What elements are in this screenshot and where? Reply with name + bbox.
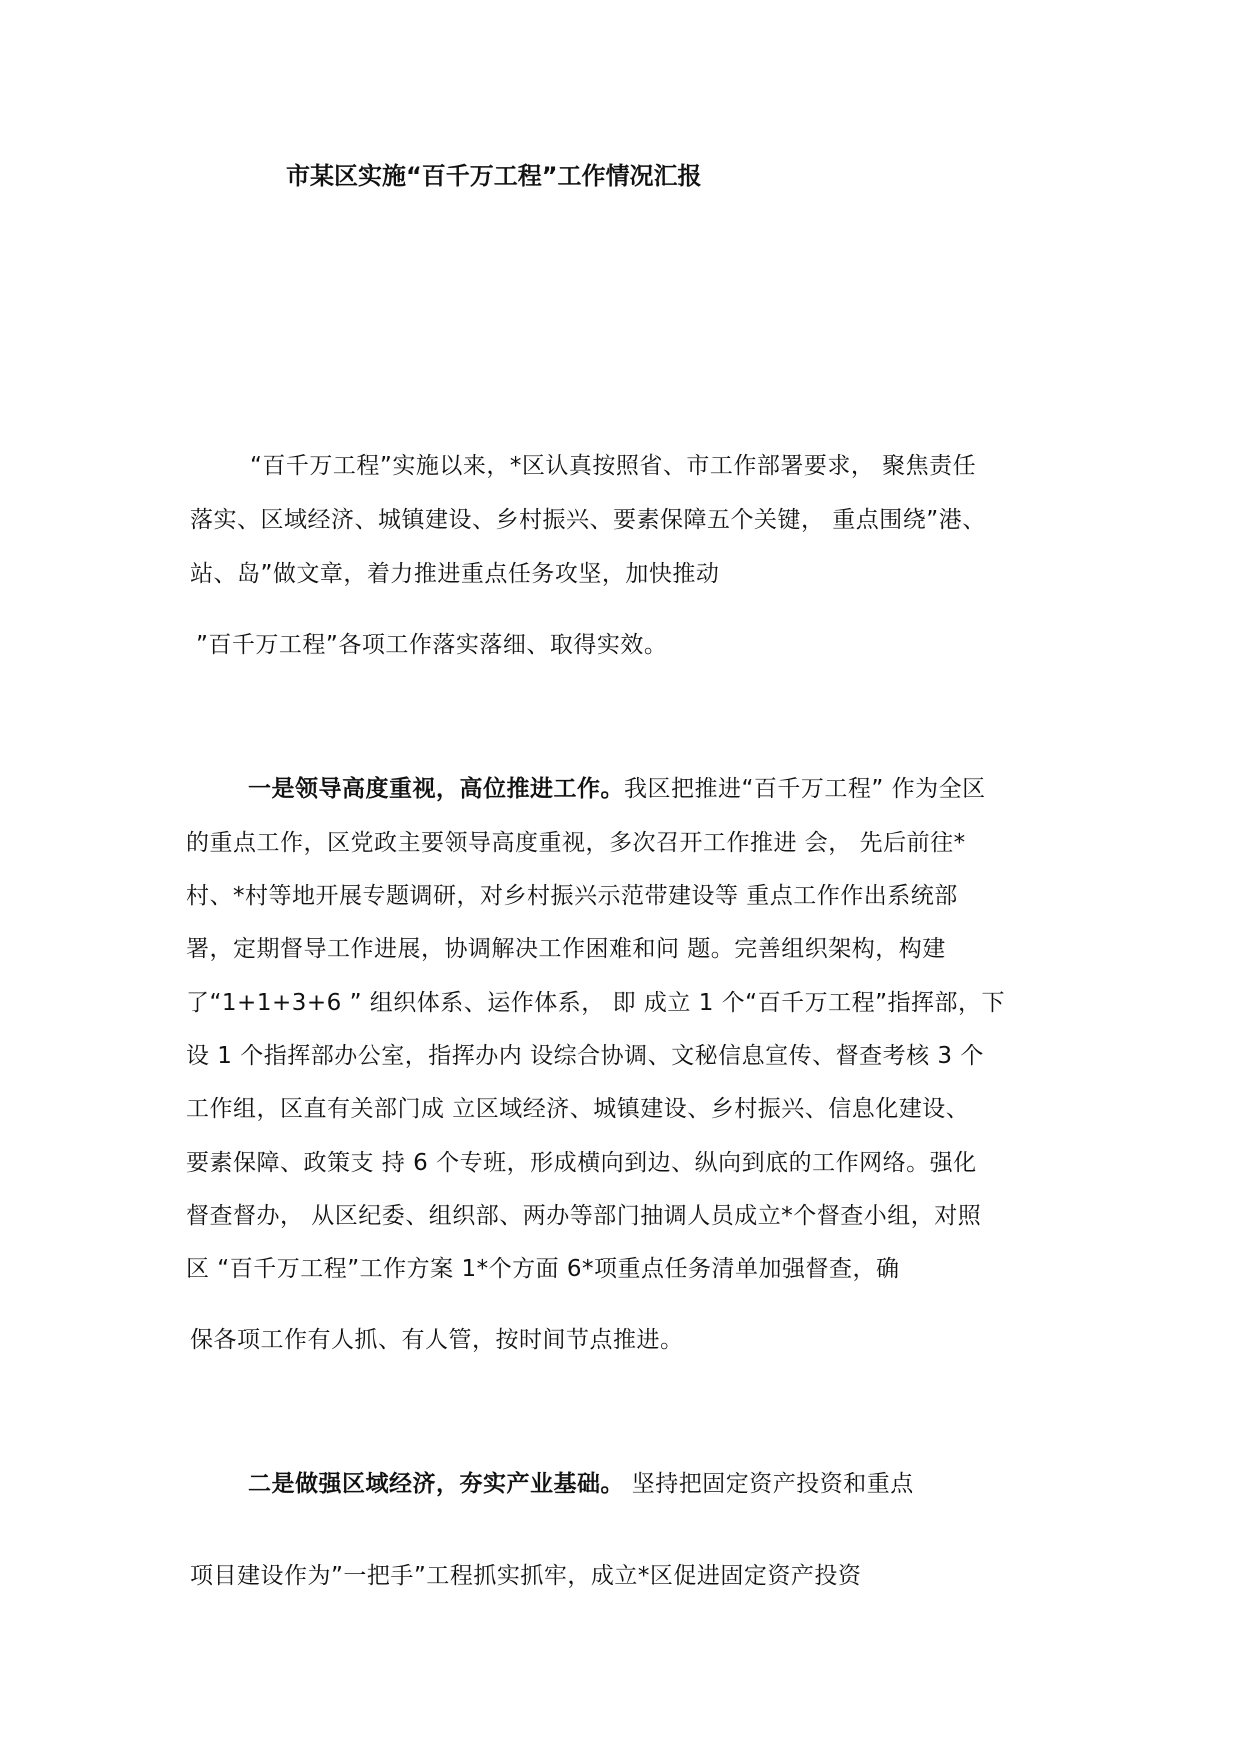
section1-line: 村、*村等地开展专题调研，对乡村振兴示范带建设等 重点工作作出系统部 bbox=[186, 883, 958, 909]
section1-line: 区 “百千万工程”工作方案 1*个方面 6*项重点任务清单加强督查，确 bbox=[186, 1256, 900, 1282]
section1-line: 督查督办， 从区纪委、组织部、两办等部门抽调人员成立*个督查小组，对照 bbox=[186, 1203, 982, 1229]
section1-line: 署，定期督导工作进展，协调解决工作困难和问 题。完善组织架构，构建 bbox=[186, 936, 946, 962]
section1-first-line bbox=[248, 774, 986, 804]
section2-first-line-text: 坚持把固定资产投资和重点 bbox=[624, 1471, 914, 1497]
section1-line: 设 1 个指挥部办公室，指挥办内 设综合协调、文秘信息宣传、督查考核 3 个 bbox=[186, 1043, 984, 1069]
section1-line: 保各项工作有人抓、有人管，按时间节点推进。 bbox=[190, 1327, 684, 1353]
intro-line-2: 落实、区域经济、城镇建设、乡村振兴、要素保障五个关键， 重点围绕”港、 bbox=[190, 507, 986, 533]
section1-line: 的重点工作，区党政主要领导高度重视，多次召开工作推进 会， 先后前往* bbox=[186, 830, 966, 856]
intro-line-3: 站、岛”做文章，着力推进重点任务攻坚，加快推动 bbox=[190, 561, 720, 587]
intro-line-4: ”百千万工程”各项工作落实落细、取得实效。 bbox=[196, 632, 668, 658]
section2-heading: 二是做强区域经济，夯实产业基础。 bbox=[248, 1471, 624, 1497]
section1-line: 了“1+1+3+6 ” 组织体系、运作体系， 即 成立 1 个“百千万工程”指挥部，下 bbox=[186, 990, 1006, 1016]
intro-line-1: “百千万工程”实施以来，*区认真按照省、市工作部署要求， 聚焦责任 bbox=[250, 453, 977, 479]
document-title: 市某区实施“百千万工程”工作情况汇报 bbox=[286, 162, 702, 190]
section2-line: 项目建设作为”一把手”工程抓实抓牢，成立*区促进固定资产投资 bbox=[190, 1563, 862, 1589]
section1-first-line-text: 我区把推进“百千万工程” 作为全区 bbox=[624, 776, 986, 802]
section1-line: 工作组，区直有关部门成 立区域经济、城镇建设、乡村振兴、信息化建设、 bbox=[186, 1096, 970, 1122]
section1-heading: 一是领导高度重视，高位推进工作。 bbox=[248, 776, 624, 802]
section1-line: 要素保障、政策支 持 6 个专班，形成横向到边、纵向到底的工作网络。强化 bbox=[186, 1150, 977, 1176]
section2-first-line bbox=[248, 1469, 914, 1499]
